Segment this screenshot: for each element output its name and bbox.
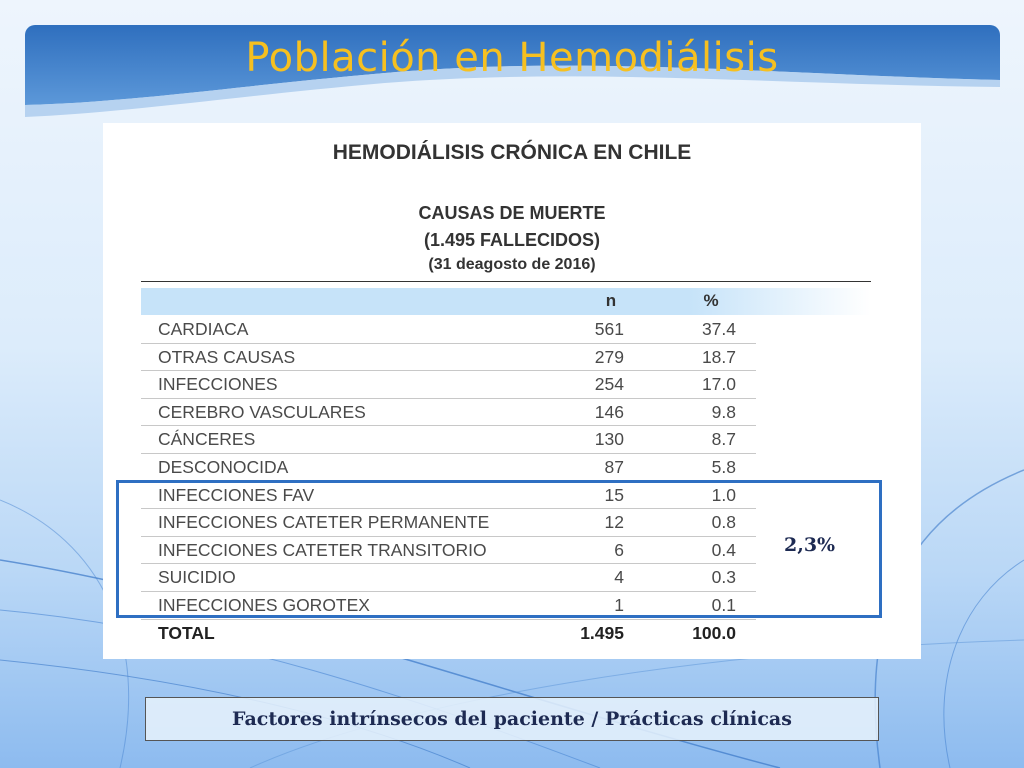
table-row	[141, 344, 756, 372]
table-row	[141, 426, 756, 454]
report-subtitle: CAUSAS DE MUERTE	[418, 203, 606, 223]
n-cell: 1	[614, 594, 624, 615]
slide-title: Población en Hemodiálisis	[245, 35, 779, 81]
percent-cell: 37.4	[701, 319, 736, 339]
table-row	[141, 454, 756, 482]
cause-cell: INFECCIONES	[158, 374, 278, 395]
cause-cell: DESCONOCIDA	[158, 456, 289, 477]
deaths-count-label: (1.495 FALLECIDOS)	[423, 230, 601, 250]
cause-cell: CARDIACA	[158, 319, 249, 339]
percent-cell: 8.7	[711, 429, 736, 450]
column-header-n: n	[605, 291, 617, 310]
cause-cell: INFECCIONES CATETER TRANSITORIO	[158, 539, 487, 560]
n-cell: 254	[594, 374, 624, 395]
cause-cell: CÁNCERES	[158, 429, 256, 450]
percent-cell: 1.0	[711, 484, 736, 505]
n-cell: 279	[594, 346, 624, 367]
n-cell: 12	[604, 512, 624, 533]
divider	[141, 281, 871, 282]
n-cell: 15	[604, 484, 624, 505]
cause-cell: INFECCIONES FAV	[158, 484, 315, 505]
table-row	[141, 316, 756, 344]
cause-cell: INFECCIONES CATETER PERMANENTE	[158, 512, 490, 533]
percent-cell: 18.7	[701, 346, 736, 367]
total-label: TOTAL	[158, 622, 215, 643]
percent-cell: 0.8	[711, 512, 736, 533]
percent-cell: 0.1	[711, 594, 736, 615]
footer-caption: Factores intrínsecos del paciente / Prácticas clínicas	[145, 697, 879, 741]
report-title: HEMODIÁLISIS CRÓNICA EN CHILE	[332, 141, 692, 164]
highlight-percent-label: 2,3%	[784, 534, 836, 556]
percent-cell: 0.4	[711, 539, 736, 560]
percent-cell: 17.0	[701, 374, 736, 395]
table-row	[141, 399, 756, 427]
highlight-box	[116, 480, 882, 618]
n-cell: 561	[594, 319, 624, 339]
total-row	[141, 620, 756, 647]
column-header-percent: %	[703, 291, 719, 310]
cause-cell: CEREBRO VASCULARES	[158, 401, 366, 422]
cause-cell: SUICIDIO	[158, 567, 236, 588]
table-row	[141, 371, 756, 399]
n-cell: 4	[614, 567, 624, 588]
table-header	[141, 288, 871, 315]
cause-cell: INFECCIONES GOROTEX	[158, 594, 370, 615]
total-n: 1.495	[580, 622, 624, 643]
percent-cell: 5.8	[711, 456, 736, 477]
n-cell: 6	[614, 539, 624, 560]
cause-cell: OTRAS CAUSAS	[158, 346, 296, 367]
percent-cell: 0.3	[711, 567, 736, 588]
n-cell: 87	[604, 456, 624, 477]
percent-cell: 9.8	[711, 401, 736, 422]
n-cell: 130	[594, 429, 624, 450]
n-cell: 146	[594, 401, 624, 422]
date-label: (31 deagosto de 2016)	[428, 256, 596, 273]
total-percent: 100.0	[692, 622, 736, 643]
